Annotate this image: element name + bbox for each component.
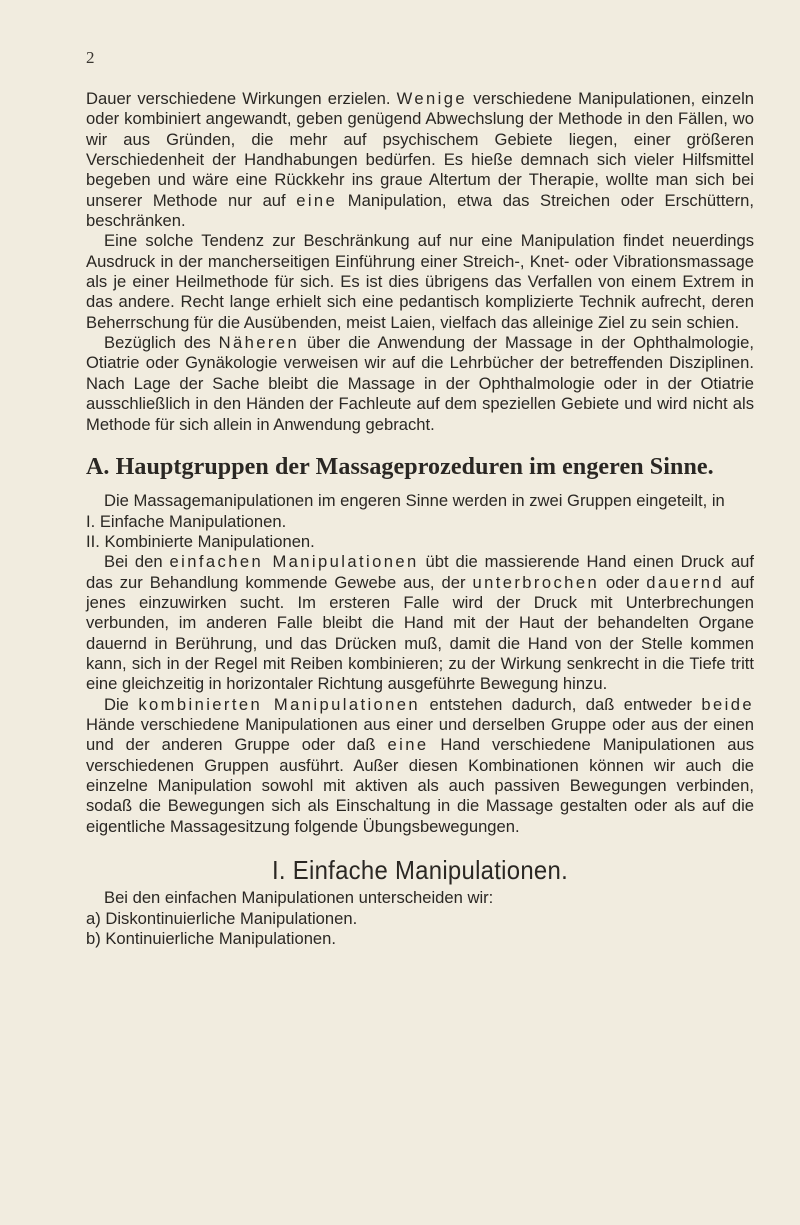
paragraph: Die kombinierten Manipulationen entstehen dadurch, daß entweder beide Hände verschiedene Manipulationen aus einer und derselben Gruppe oder aus der einen und der anderen Gruppe oder daß eine Hand verschiedene Manipulationen aus verschiedenen Gruppen ausführt. Außer diesen Kombinationen können wir auch die einzelne Manipulation sowohl mit aktiven als auch passiven Bewegungen verbinden, sodaß die Bewegungen sich als Einschaltung in die Massage gestalten oder als auf die eigentliche Massagesitzung folgende Übungsbewegungen. [86, 694, 755, 836]
section-heading: A. Hauptgruppen der Massageprozeduren im engeren Sinne. [86, 453, 714, 480]
list-item: a) Diskontinuierliche Manipulationen. [86, 908, 358, 928]
list-item: b) Kontinuierliche Manipulationen. [86, 929, 336, 949]
page-number: 2 [86, 48, 95, 67]
paragraph: Die Massagemanipulationen im engeren Sinne werden in zwei Gruppen eingeteilt, in [104, 491, 725, 511]
paragraph: Bei den einfachen Manipulationen unterscheiden wir: [104, 888, 494, 908]
list-item: II. Kombinierte Manipulationen. [86, 531, 315, 551]
paragraph: Bezüglich des Näheren über die Anwendung der Massage in der Ophthalmologie, Otiatrie oder Gynäkologie verweisen wir auf die Lehrbücher der betreffenden Disziplinen. Nach Lage der Sache bleibt die Massage in der Ophthalmologie oder in der Otiatrie ausschließlich in den Händen der Fachleute auf dem speziellen Gebiete und wird nicht als Methode für sich allein in Anwendung gebracht. [86, 333, 754, 434]
subsection-heading: I. Einfache Manipulationen. [271, 855, 569, 886]
paragraph: Eine solche Tendenz zur Beschränkung auf nur eine Manipulation findet neuerdings Ausdruck in der mancherseitigen Einführung einer Streich-, Knet- oder Vibrationsmassage als je einer Heilmethode für sich. Es ist dies übrigens das Verfallen von einem Extrem in das andere. Recht lange erhielt sich eine pedantisch komplizierte Technik aufrecht, deren Beherrschung für die Ausübenden, meist Laien, vielfach das alleinige Ziel zu sein schien. [86, 231, 754, 332]
paragraph: Dauer verschiedene Wirkungen erzielen. Wenige verschiedene Manipulationen, einzeln oder kombiniert angewandt, geben genügend Abwechslung der Methode in den Fällen, wo wir aus Gründen, die mehr auf psychischem Gebiete liegen, einer größeren Verschiedenheit der Handhabungen bedürfen. Es hieße demnach sich vieler Hilfsmittel begeben und wäre eine Rückkehr ins graue Altertum der Therapie, wollte man sich bei unserer Methode nur auf eine Manipulation, etwa das Streichen oder Erschüttern, beschränken. [86, 89, 754, 231]
page-body [86, 89, 754, 949]
list-item: I. Einfache Manipulationen. [86, 511, 287, 531]
paragraph: Bei den einfachen Manipulationen übt die massierende Hand einen Druck auf das zur Behandlung kommende Gewebe aus, der unterbrochen oder dauernd auf jenes einzuwirken sucht. Im ersteren Falle wird der Druck mit Unterbrechungen verbunden, im anderen Falle bleibt die Hand mit der Haut der behandelten Organe dauernd in Berührung, und das Drücken muß, damit die Hand von der Stelle kommen kann, sich in der Regel mit Reiben kombinieren; zu der Wirkung senkrecht in die Tiefe tritt eine gleichzeitig in horizontaler Richtung ausgeführte Bewegung hinzu. [86, 552, 755, 694]
